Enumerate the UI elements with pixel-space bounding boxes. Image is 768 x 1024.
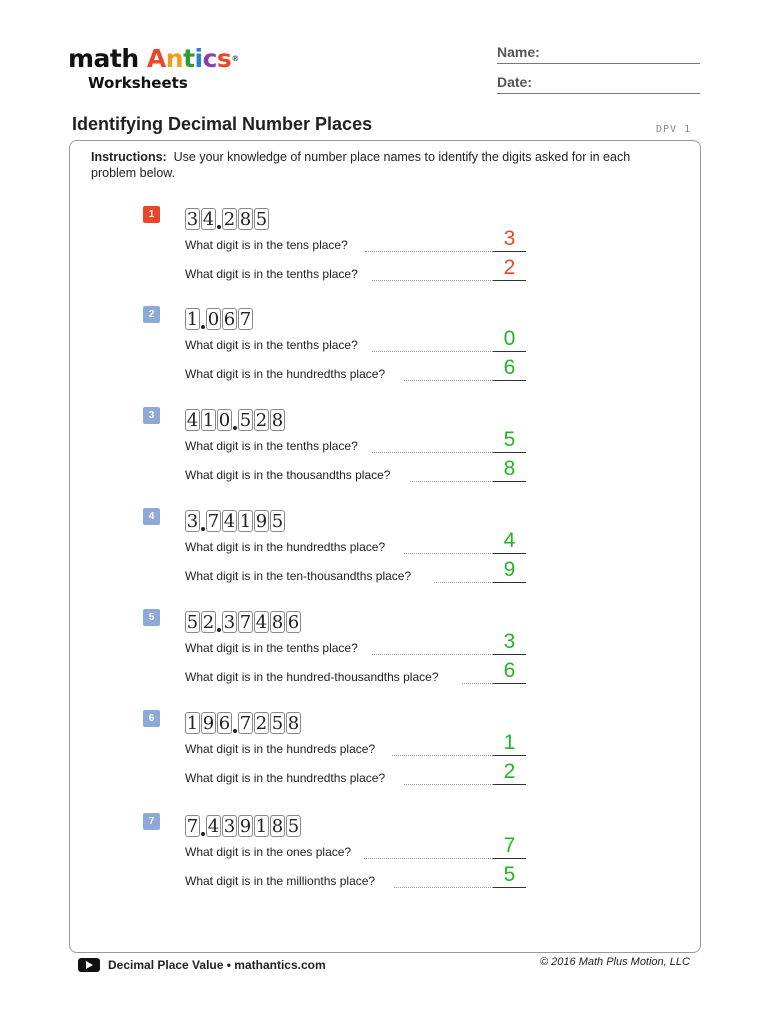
digit-box: 8 [239, 209, 252, 230]
problem-number-badge: 5 [143, 609, 160, 626]
problem-number-badge: 7 [143, 813, 160, 830]
dotted-leader [372, 280, 493, 281]
problem-5 [0, 609, 768, 705]
answer-1-line [493, 553, 526, 554]
digit-box: 2 [255, 410, 268, 431]
problem-number-badge: 3 [143, 407, 160, 424]
dotted-leader [434, 582, 493, 583]
footer-text: Decimal Place Value • mathantics.com [108, 958, 326, 972]
question-1: What digit is in the tenths place? [185, 641, 358, 655]
dotted-leader [392, 755, 493, 756]
digit-box: 0 [207, 309, 220, 330]
dotted-leader [404, 380, 493, 381]
question-2: What digit is in the hundredths place? [185, 771, 386, 785]
date-label: Date: [497, 74, 533, 90]
decimal-point [217, 208, 221, 230]
answer-2[interactable]: 6 [503, 659, 516, 682]
answer-2-line [493, 280, 526, 281]
logo-word-antics [147, 44, 231, 73]
answer-1[interactable]: 0 [503, 327, 516, 350]
dotted-leader [372, 452, 493, 453]
digit-box: 5 [287, 816, 300, 837]
digit-box: 7 [186, 816, 199, 837]
digit-box: 5 [239, 410, 252, 431]
logo-letter: t [183, 44, 195, 73]
digit-box: 7 [239, 309, 252, 330]
question-1: What digit is in the hundredths place? [185, 540, 386, 554]
answer-1-line [493, 452, 526, 453]
answer-1[interactable]: 7 [503, 834, 516, 857]
logo-registered-mark: ® [231, 54, 239, 63]
decimal-point [233, 409, 237, 431]
question-1: What digit is in the tenths place? [185, 439, 358, 453]
decimal-point [217, 611, 221, 633]
logo-wordmark [68, 44, 239, 74]
logo-letter: s [216, 44, 232, 73]
name-field[interactable] [497, 44, 700, 64]
logo-letter: c [202, 44, 217, 73]
question-1: What digit is in the ones place? [185, 845, 352, 859]
dotted-leader [372, 351, 493, 352]
digit-box: 2 [202, 612, 215, 633]
digit-box: 6 [287, 612, 300, 633]
dotted-leader [394, 887, 493, 888]
logo-letter: i [194, 44, 203, 73]
answer-1-line [493, 351, 526, 352]
digit-box: 9 [255, 511, 268, 532]
copyright: © 2016 Math Plus Motion, LLC [540, 956, 690, 968]
digit-box: 2 [223, 209, 236, 230]
answer-1[interactable]: 5 [503, 428, 516, 451]
dotted-leader [462, 683, 493, 684]
answer-1-line [493, 755, 526, 756]
decimal-number [185, 304, 254, 330]
decimal-number [185, 708, 302, 734]
instructions [91, 149, 671, 181]
digit-box: 4 [202, 209, 215, 230]
digit-box: 7 [207, 511, 220, 532]
digit-box: 4 [207, 816, 220, 837]
digit-box: 3 [186, 511, 199, 532]
dotted-leader [404, 784, 493, 785]
answer-2-line [493, 582, 526, 583]
problem-3 [0, 407, 768, 503]
answer-1-line [493, 858, 526, 859]
problem-number-badge: 2 [143, 306, 160, 323]
digit-box: 6 [218, 713, 231, 734]
answer-1[interactable]: 3 [503, 227, 516, 250]
answer-1-line [493, 251, 526, 252]
question-1: What digit is in the tenths place? [185, 338, 358, 352]
decimal-number [185, 506, 286, 532]
instructions-label: Instructions: [91, 150, 167, 164]
digit-box: 7 [239, 713, 252, 734]
dotted-leader [404, 553, 493, 554]
page-title: Identifying Decimal Number Places [72, 114, 373, 134]
digit-box: 4 [186, 410, 199, 431]
digit-box: 3 [223, 816, 236, 837]
digit-box: 9 [239, 816, 252, 837]
digit-box: 1 [239, 511, 252, 532]
decimal-point [201, 815, 205, 837]
problem-7 [0, 813, 768, 909]
digit-box: 8 [287, 713, 300, 734]
digit-box: 8 [271, 612, 284, 633]
logo-letter: n [165, 44, 184, 73]
answer-2-line [493, 380, 526, 381]
problem-number-badge: 4 [143, 508, 160, 525]
decimal-number [185, 811, 302, 837]
dotted-leader [364, 858, 493, 859]
question-1: What digit is in the hundreds place? [185, 742, 376, 756]
answer-2[interactable]: 8 [503, 457, 516, 480]
answer-2-line [493, 887, 526, 888]
digit-box: 1 [202, 410, 215, 431]
worksheet-code: DPV 1 [656, 124, 692, 135]
logo-word-math: math [68, 44, 139, 73]
answer-2[interactable]: 5 [503, 863, 516, 886]
question-2: What digit is in the tenths place? [185, 267, 358, 281]
problem-2 [0, 306, 768, 402]
question-2: What digit is in the ten-thousandths place? [185, 569, 412, 583]
logo-subtitle: Worksheets [88, 74, 188, 92]
decimal-number [185, 405, 286, 431]
digit-box: 9 [202, 713, 215, 734]
decimal-point [201, 510, 205, 532]
dotted-leader [365, 251, 493, 252]
answer-2[interactable]: 2 [503, 256, 516, 279]
problem-number-badge: 1 [143, 206, 160, 223]
math-antics-logo [68, 44, 239, 100]
answer-2[interactable]: 6 [503, 356, 516, 379]
dotted-leader [410, 481, 493, 482]
play-icon [78, 958, 100, 972]
digit-box: 5 [271, 713, 284, 734]
answer-2-line [493, 784, 526, 785]
dotted-leader [372, 654, 493, 655]
digit-box: 4 [223, 511, 236, 532]
decimal-number [185, 204, 270, 230]
decimal-point [201, 308, 205, 330]
answer-1[interactable]: 4 [503, 529, 516, 552]
digit-box: 3 [186, 209, 199, 230]
question-2: What digit is in the hundredths place? [185, 367, 386, 381]
digit-box: 6 [223, 309, 236, 330]
problem-6 [0, 710, 768, 806]
question-1: What digit is in the tens place? [185, 238, 348, 252]
digit-box: 8 [271, 816, 284, 837]
decimal-point [233, 712, 237, 734]
answer-1[interactable]: 3 [503, 630, 516, 653]
answer-2[interactable]: 2 [503, 760, 516, 783]
digit-box: 7 [239, 612, 252, 633]
digit-box: 5 [186, 612, 199, 633]
digit-box: 2 [255, 713, 268, 734]
date-field[interactable] [497, 74, 700, 94]
problem-1 [0, 206, 768, 302]
decimal-number [185, 607, 302, 633]
digit-box: 1 [255, 816, 268, 837]
digit-box: 1 [186, 713, 199, 734]
digit-box: 8 [271, 410, 284, 431]
problem-number-badge: 6 [143, 710, 160, 727]
question-2: What digit is in the hundred-thousandths place? [185, 670, 439, 684]
name-label: Name: [497, 44, 540, 60]
logo-letter: A [146, 44, 166, 73]
digit-box: 5 [255, 209, 268, 230]
digit-box: 3 [223, 612, 236, 633]
digit-box: 0 [218, 410, 231, 431]
digit-box: 5 [271, 511, 284, 532]
footer-link[interactable] [78, 957, 326, 973]
answer-2-line [493, 481, 526, 482]
question-2: What digit is in the thousandths place? [185, 468, 391, 482]
digit-box: 4 [255, 612, 268, 633]
digit-box: 1 [186, 309, 199, 330]
problem-4 [0, 508, 768, 604]
answer-2[interactable]: 9 [503, 558, 516, 581]
answer-1-line [493, 654, 526, 655]
answer-1[interactable]: 1 [503, 731, 516, 754]
answer-2-line [493, 683, 526, 684]
question-2: What digit is in the millionths place? [185, 874, 376, 888]
instructions-text: Use your knowledge of number place names to identify the digits asked for in each problem below. [91, 150, 631, 180]
